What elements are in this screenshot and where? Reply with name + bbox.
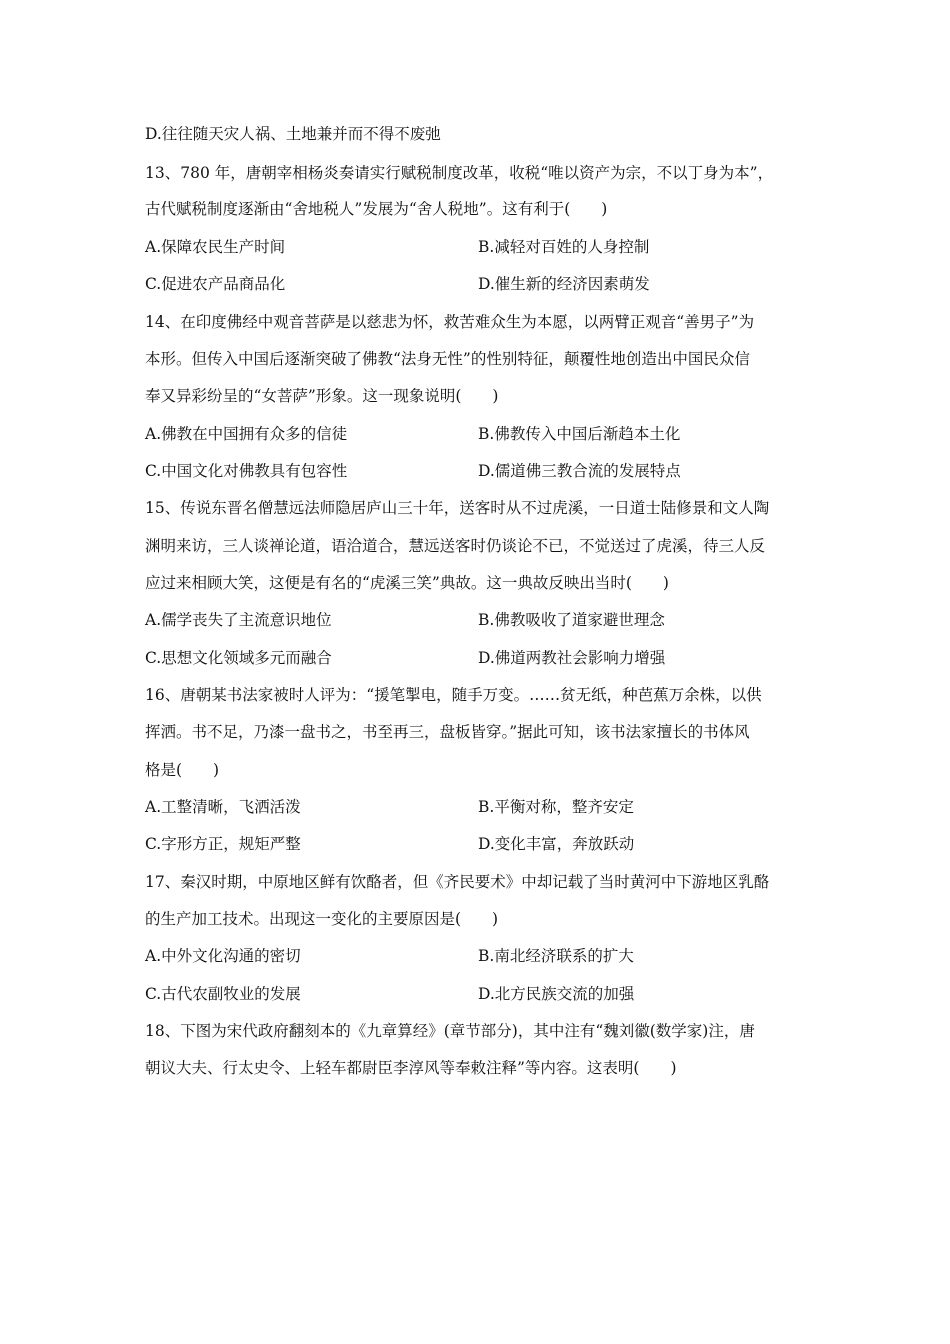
q17-stem-line-2: 的生产加工技术。出现这一变化的主要原因是( ) [145, 910, 499, 928]
q15-option-a: A.儒学丧失了主流意识地位 [145, 611, 332, 629]
q15-stem-line-3: 应过来相顾大笑，这便是有名的“虎溪三笑”典故。这一典故反映出当时( ) [145, 574, 669, 592]
q17-option-b: B.南北经济联系的扩大 [478, 947, 634, 965]
q14-option-c: C.中国文化对佛教具有包容性 [145, 462, 348, 480]
q16-stem-line-2: 挥洒。书不足，乃漆一盘书之，书至再三，盘板皆穿。”据此可知，该书法家擅长的书体风 [145, 723, 750, 741]
q16-option-c: C.字形方正，规矩严整 [145, 835, 301, 853]
q16-option-d: D.变化丰富，奔放跃动 [478, 835, 635, 853]
q16-option-a: A.工整清晰，飞洒活泼 [145, 798, 301, 816]
q15-stem-line-2: 渊明来访，三人谈禅论道，语洽道合，慧远送客时仍谈论不已，不觉送过了虎溪，待三人反 [145, 537, 766, 555]
q15-stem-line-1: 15、传说东晋名僧慧远法师隐居庐山三十年，送客时从不过虎溪，一日道士陆修景和文人陶 [145, 499, 770, 517]
q15-option-b: B.佛教吸收了道家避世理念 [478, 611, 665, 629]
q13-option-c: C.促进农产品商品化 [145, 275, 286, 293]
q15-option-d: D.佛道两教社会影响力增强 [478, 649, 666, 667]
q14-option-d: D.儒道佛三教合流的发展特点 [478, 462, 681, 480]
q17-option-c: C.古代农副牧业的发展 [145, 985, 301, 1003]
q14-stem-line-3: 奉又异彩纷呈的“女菩萨”形象。这一现象说明( ) [145, 387, 499, 405]
q18-stem-line-2: 朝议大夫、行太史令、上轻车都尉臣李淳风等奉敕注释”等内容。这表明( ) [145, 1059, 677, 1077]
q13-option-d: D.催生新的经济因素萌发 [478, 275, 650, 293]
q14-stem-line-2: 本形。但传入中国后逐渐突破了佛教“法身无性”的性别特征，颠覆性地创造出中国民众信 [145, 350, 750, 368]
q16-stem-line-3: 格是( ) [145, 761, 220, 779]
q16-stem-line-1: 16、唐朝某书法家被时人评为：“援笔掣电，随手万变。……贫无纸，种芭蕉万余株，以供 [145, 686, 762, 704]
q17-option-d: D.北方民族交流的加强 [478, 985, 635, 1003]
q14-option-a: A.佛教在中国拥有众多的信徒 [145, 425, 348, 443]
q13-stem-line-2: 古代赋税制度逐渐由“舍地税人”发展为“舍人税地”。这有利于( ) [145, 200, 608, 218]
q17-stem-line-1: 17、秦汉时期，中原地区鲜有饮酪者，但《齐民要术》中却记载了当时黄河中下游地区乳酪 [145, 873, 770, 891]
q13-stem-line-1: 13、780 年，唐朝宰相杨炎奏请实行赋税制度改革，收税“唯以资产为宗，不以丁身为本”， [145, 164, 774, 182]
q17-option-a: A.中外文化沟通的密切 [145, 947, 301, 965]
q13-option-a: A.保障农民生产时间 [145, 238, 286, 256]
q14-stem-line-1: 14、在印度佛经中观音菩萨是以慈悲为怀，救苦难众生为本愿，以两臂正观音“善男子”为 [145, 313, 755, 331]
q18-stem-line-1: 18、下图为宋代政府翻刻本的《九章算经》(章节部分)，其中注有“魏刘徽(数学家)注，唐 [145, 1022, 755, 1040]
q15-option-c: C.思想文化领域多元而融合 [145, 649, 332, 667]
q16-option-b: B.平衡对称，整齐安定 [478, 798, 634, 816]
q13-option-b: B.减轻对百姓的人身控制 [478, 238, 650, 256]
previous-question-option-d: D.往往随天灾人祸、土地兼并而不得不废弛 [145, 125, 441, 143]
q14-option-b: B.佛教传入中国后渐趋本土化 [478, 425, 681, 443]
